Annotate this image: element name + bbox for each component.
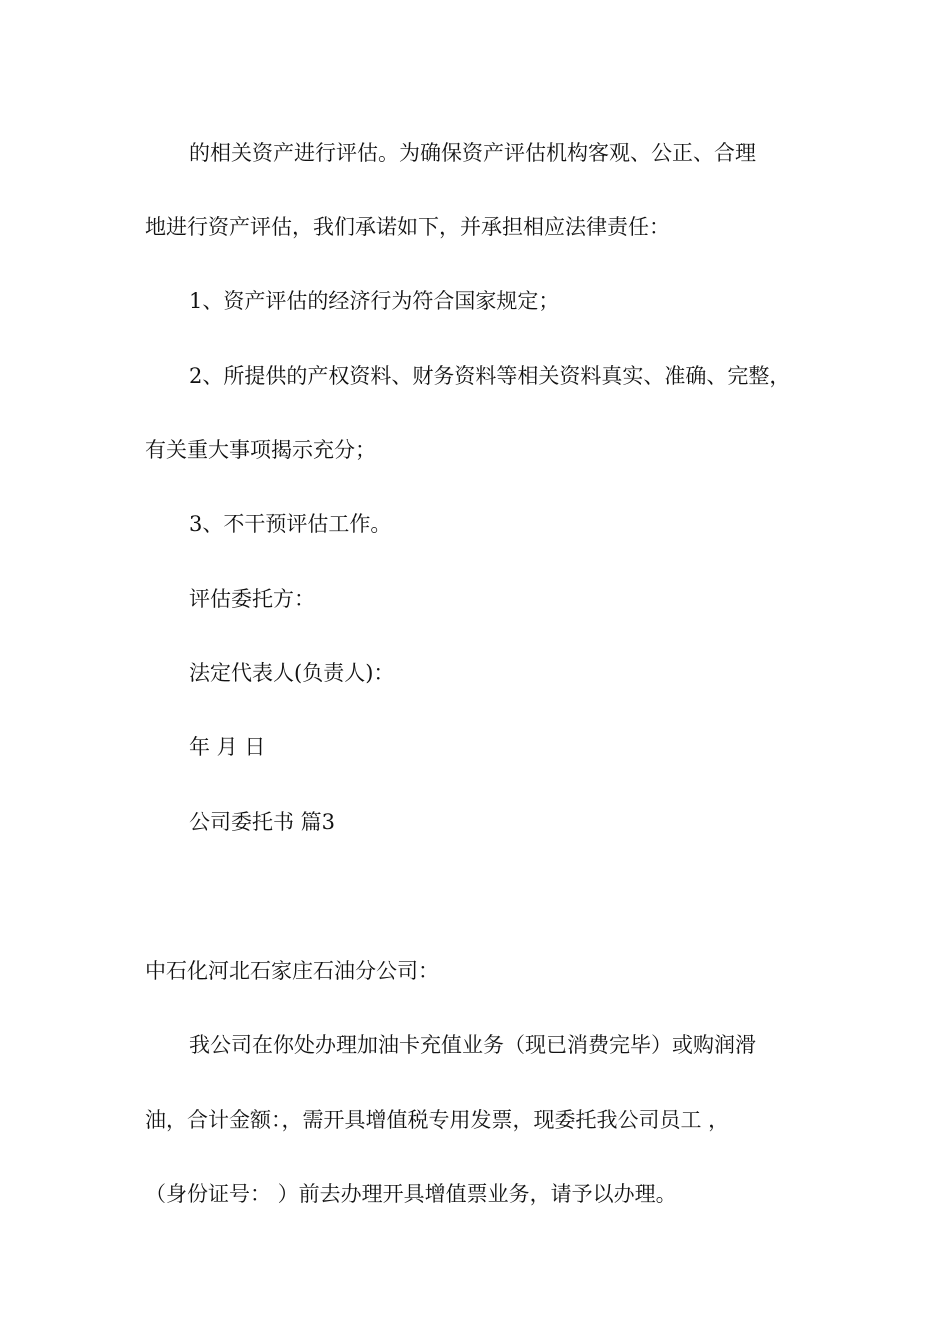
list-item-continuation: 有关重大事项揭示充分； [145,438,376,462]
date-field: 年 月 日 [189,735,266,759]
paragraph-line: 地进行资产评估，我们承诺如下，并承担相应法律责任： [145,215,670,239]
signature-field: 评估委托方： [189,587,315,611]
list-item: 1、资产评估的经济行为符合国家规定； [189,289,560,313]
list-item: 3、不干预评估工作。 [189,512,392,536]
paragraph-line: 油，合计金额：，需开具增值税专用发票，现委托我公司员工 ， [145,1108,730,1132]
list-item: 2、所提供的产权资料、财务资料等相关资料真实、准确、完整， [189,364,791,388]
signature-field: 法定代表人(负责人)： [189,661,395,685]
paragraph-line: 我公司在你处办理加油卡充值业务（现已消费完毕）或购润滑 [189,1033,756,1057]
section-title: 公司委托书 篇3 [189,810,336,834]
paragraph-line: 的相关资产进行评估。为确保资产评估机构客观、公正、合理 [189,141,756,165]
paragraph-line: （身份证号： ）前去办理开具增值票业务，请予以办理。 [145,1182,677,1206]
recipient-line: 中石化河北石家庄石油分公司： [145,959,439,983]
